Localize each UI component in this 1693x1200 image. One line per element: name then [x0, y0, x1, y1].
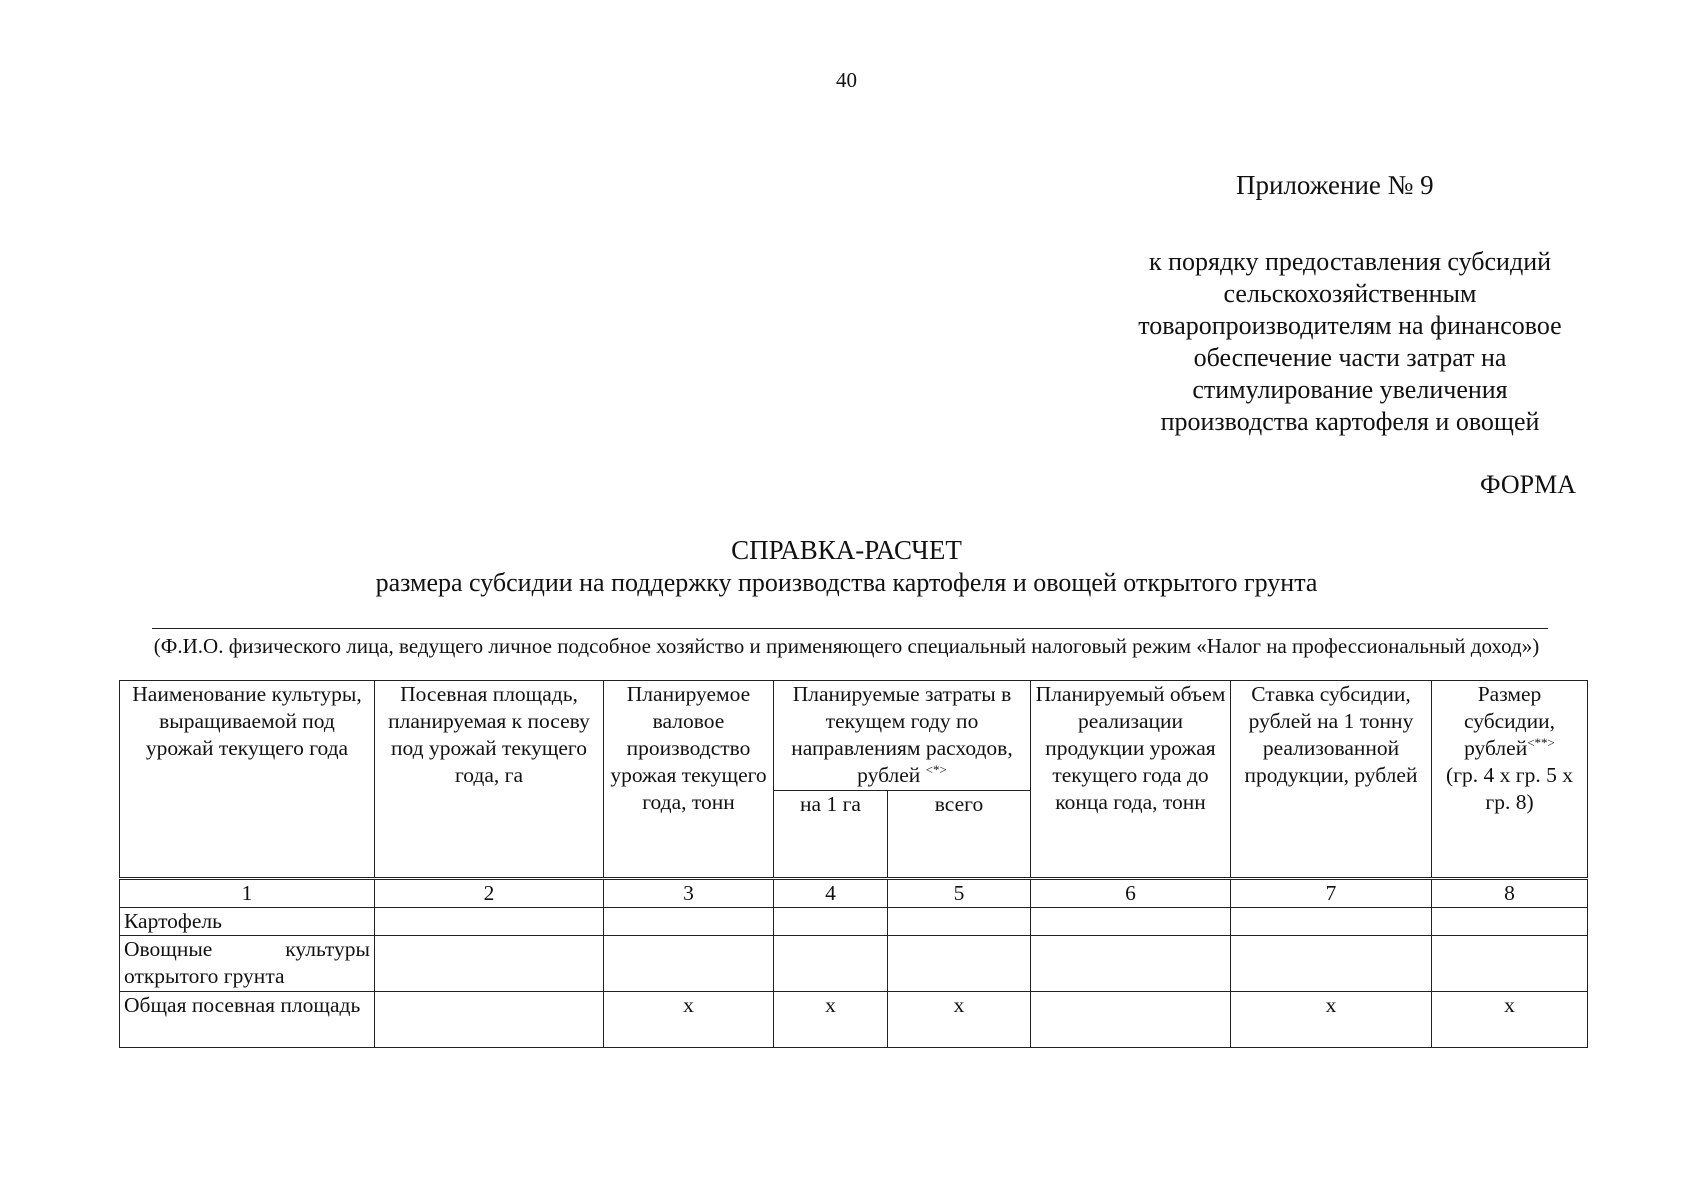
- table-cell[interactable]: [604, 936, 774, 992]
- table-cell[interactable]: [888, 936, 1031, 992]
- table-cell[interactable]: [375, 908, 604, 936]
- header-subsidy-rate: Ставка субсидии, рублей на 1 тонну реализованной продукции, рублей: [1231, 681, 1432, 879]
- document-subtitle: размера субсидии на поддержку производства картофеля и овощей открытого грунта: [375, 568, 1318, 597]
- row-crop-name: Овощные культуры открытого грунта: [120, 936, 375, 992]
- appendix-subtitle-line: стимулирование увеличения: [1192, 375, 1508, 404]
- table-cell[interactable]: [1432, 908, 1588, 936]
- header-crop-name: Наименование культуры, выращиваемой под урожай текущего года: [120, 681, 375, 879]
- table-cell[interactable]: [604, 908, 774, 936]
- appendix-subtitle: [1100, 246, 1600, 438]
- calculation-table: [119, 680, 1588, 1048]
- header-subsidy-formula: (гр. 4 х гр. 5 х гр. 8): [1446, 763, 1573, 814]
- table-cell: х: [604, 992, 774, 1048]
- document-title: СПРАВКА-РАСЧЕТ: [731, 535, 962, 565]
- header-planned-production: Планируемое валовое производство урожая текущего года, тонн: [604, 681, 774, 879]
- table-row: [120, 992, 1588, 1048]
- page-number: 40: [836, 68, 857, 92]
- table-cell[interactable]: [375, 936, 604, 992]
- appendix-subtitle-line: производства картофеля и овощей: [1160, 407, 1540, 436]
- header-planned-sales: Планируемый объем реализации продукции урожая текущего года до конца года, тонн: [1031, 681, 1231, 879]
- header-costs-per-ha: на 1 га: [774, 790, 888, 878]
- column-number: 4: [774, 879, 888, 908]
- header-subsidy-amount: [1432, 681, 1588, 879]
- footnote-mark: <*>: [925, 761, 947, 777]
- table-row: [120, 936, 1588, 992]
- table-cell[interactable]: [1231, 908, 1432, 936]
- name-blank-line: [152, 628, 1548, 629]
- row-crop-name: Картофель: [120, 908, 375, 936]
- column-number: 6: [1031, 879, 1231, 908]
- header-sown-area: Посевная площадь, планируемая к посеву под урожай текущего года, га: [375, 681, 604, 879]
- table-cell[interactable]: [1031, 908, 1231, 936]
- name-blank-caption: (Ф.И.О. физического лица, ведущего личное подсобное хозяйство и применяющего специальный налоговый режим «Налог на профессиональный доход»): [153, 634, 1540, 658]
- appendix-subtitle-line: товаропроизводителям на финансовое: [1138, 311, 1562, 340]
- appendix-subtitle-line: обеспечение части затрат на: [1193, 343, 1507, 372]
- table-cell: х: [888, 992, 1031, 1048]
- column-number: 8: [1432, 879, 1588, 908]
- column-number: 2: [375, 879, 604, 908]
- table-cell[interactable]: [1031, 992, 1231, 1048]
- column-number: 3: [604, 879, 774, 908]
- header-planned-costs: [774, 681, 1031, 791]
- table-cell[interactable]: [1231, 936, 1432, 992]
- table-cell: х: [774, 992, 888, 1048]
- table-cell[interactable]: [774, 936, 888, 992]
- appendix-title: Приложение № 9: [1236, 170, 1434, 200]
- column-number: 7: [1231, 879, 1432, 908]
- table-cell[interactable]: [774, 908, 888, 936]
- column-number: 1: [120, 879, 375, 908]
- appendix-subtitle-line: сельскохозяйственным: [1223, 279, 1477, 308]
- row-crop-name: Общая посевная площадь: [120, 992, 375, 1048]
- table-cell: х: [1231, 992, 1432, 1048]
- footnote-mark: <**>: [1527, 734, 1555, 750]
- table-cell[interactable]: [375, 992, 604, 1048]
- table-cell[interactable]: [888, 908, 1031, 936]
- table-cell[interactable]: [1432, 936, 1588, 992]
- table-cell: х: [1432, 992, 1588, 1048]
- column-number: 5: [888, 879, 1031, 908]
- header-costs-total: всего: [888, 790, 1031, 878]
- appendix-subtitle-line: к порядку предоставления субсидий: [1148, 247, 1552, 276]
- table-cell[interactable]: [1031, 936, 1231, 992]
- header-planned-costs-text: Планируемые затраты в текущем году по направлениям расходов, рублей: [791, 682, 1013, 787]
- table-header-row: [120, 681, 1588, 791]
- form-label: ФОРМА: [1480, 470, 1576, 499]
- table-column-numbers: [120, 879, 1588, 908]
- header-subsidy-amount-text: Размер субсидии, рублей: [1463, 682, 1556, 760]
- table-row: [120, 908, 1588, 936]
